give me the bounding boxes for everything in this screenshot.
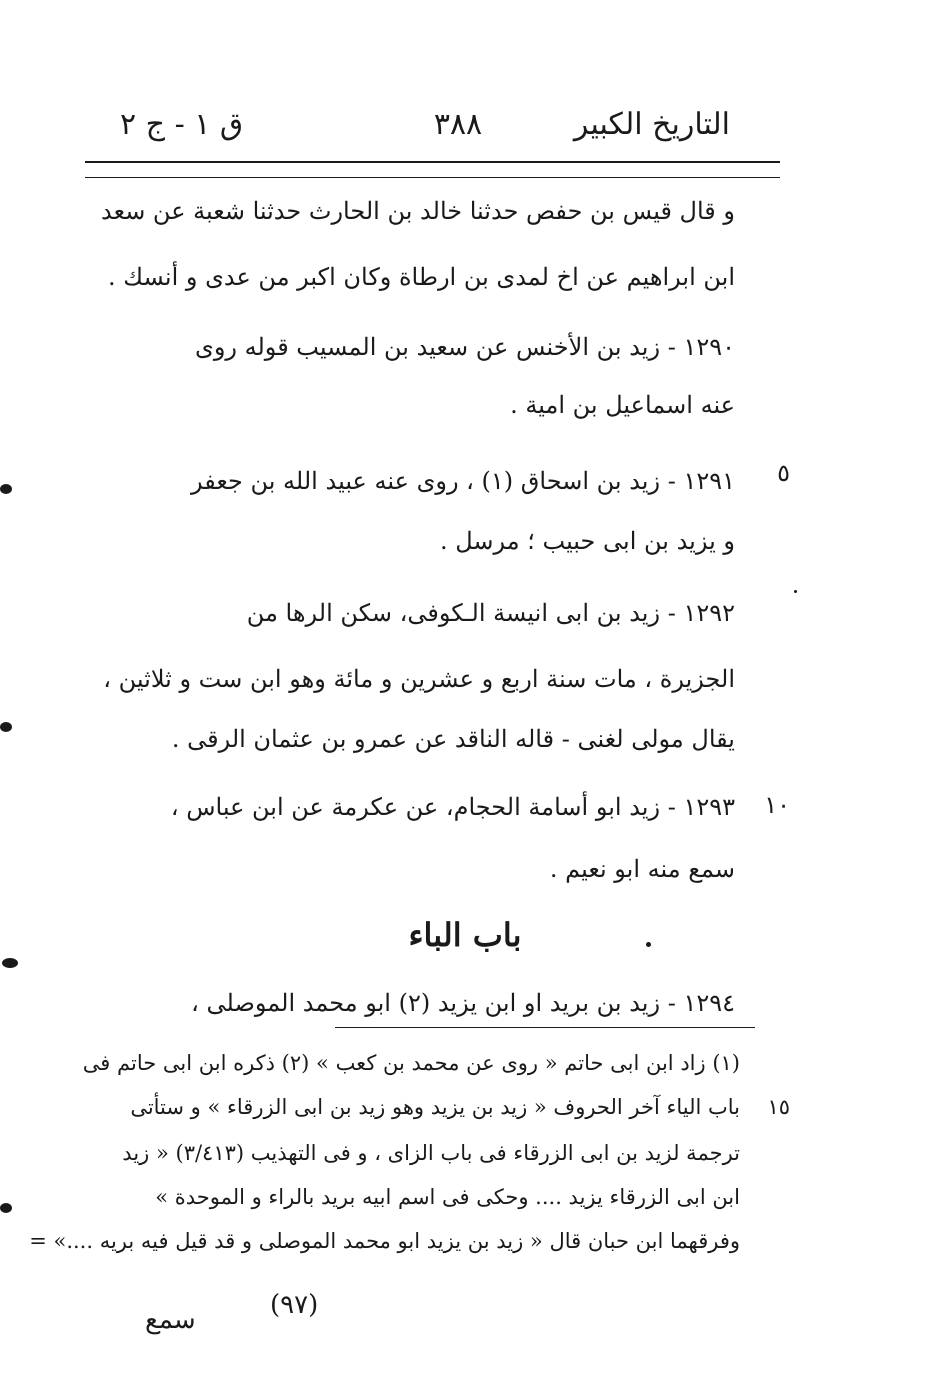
text-line-4: عنه اسماعيل بن امية . — [510, 391, 735, 419]
footnote-line-3: ترجمة لزيد بن ابى الزرقاء فى باب الزاى ، و فى التهذيب (٣/٤١٣) « زيد — [122, 1141, 740, 1165]
stray-dot — [646, 942, 651, 947]
header-rule — [85, 161, 780, 163]
text-line-6: و يزيد بن ابى حبيب ؛ مرسل . — [439, 527, 735, 555]
entry-1292: ١٢٩٢ - زيد بن ابى انيسة الـكوفى، سكن الرها من — [246, 599, 735, 627]
binding-mark — [2, 958, 18, 968]
text-line-8: الجزيرة ، مات سنة اربع و عشرين و مائة وهو ابن ست و ثلاثين ، — [103, 665, 735, 693]
entry-1294: ١٢٩٤ - زيد بن بريد او ابن يزيد (٢) ابو محمد الموصلى ، — [191, 989, 735, 1017]
text-line-9: يقال مولى لغنى - قاله الناقد عن عمرو بن عثمان الرقى . — [171, 725, 735, 753]
text-line-2: ابن ابراهيم عن اخ لمدى بن ارطاة وكان اكبر من عدى و أنسك . — [108, 263, 735, 291]
catchword: سمع — [145, 1305, 196, 1335]
section-heading: باب الباء — [408, 916, 522, 954]
binding-mark — [0, 484, 12, 494]
footnote-line-4: ابن ابى الزرقاء يزيد .... وحكى فى اسم ابيه بريد بالراء و الموحدة » — [155, 1185, 740, 1209]
footnote-line-2: باب الياء آخر الحروف « زيد بن يزيد وهو زيد بن ابى الزرقاء » و ستأتى — [130, 1095, 740, 1119]
entry-1291: ١٢٩١ - زيد بن اسحاق (١) ، روى عنه عبيد الله بن جعفر — [191, 467, 735, 495]
binding-mark — [0, 722, 12, 732]
binding-mark — [0, 1203, 12, 1213]
margin-line-number-10: ١٠ — [764, 791, 790, 819]
footnote-line-5: وفرقهما ابن حبان قال « زيد بن يزيد ابو محمد الموصلى و قد قيل فيه بريه ....» = — [29, 1229, 740, 1253]
footnote-line-1: (١) زاد ابن ابى حاتم « روى عن محمد بن كعب » (٢) ذكره ابن ابى حاتم فى — [82, 1051, 740, 1075]
signature-mark: (٩٧) — [270, 1290, 319, 1320]
volume-marker: ق ١ - ج ٢ — [120, 107, 244, 142]
text-line-11: سمع منه ابو نعيم . — [549, 855, 735, 883]
header-rule-thin — [85, 177, 780, 178]
margin-line-number-5: ٥ — [777, 459, 790, 487]
margin-line-number-15: ١٥ — [767, 1095, 790, 1119]
entry-1293: ١٢٩٣ - زيد ابو أسامة الحجام، عن عكرمة عن ابن عباس ، — [170, 793, 735, 821]
page-number: ٣٨٨ — [433, 107, 483, 142]
running-title: التاريخ الكبير — [573, 107, 730, 142]
stray-dot — [794, 590, 797, 593]
entry-1290: ١٢٩٠ - زيد بن الأخنس عن سعيد بن المسيب قوله روى — [195, 333, 735, 361]
footnote-rule — [335, 1027, 755, 1028]
text-line-1: و قال قيس بن حفص حدثنا خالد بن الحارث حدثنا شعبة عن سعد — [101, 197, 735, 225]
